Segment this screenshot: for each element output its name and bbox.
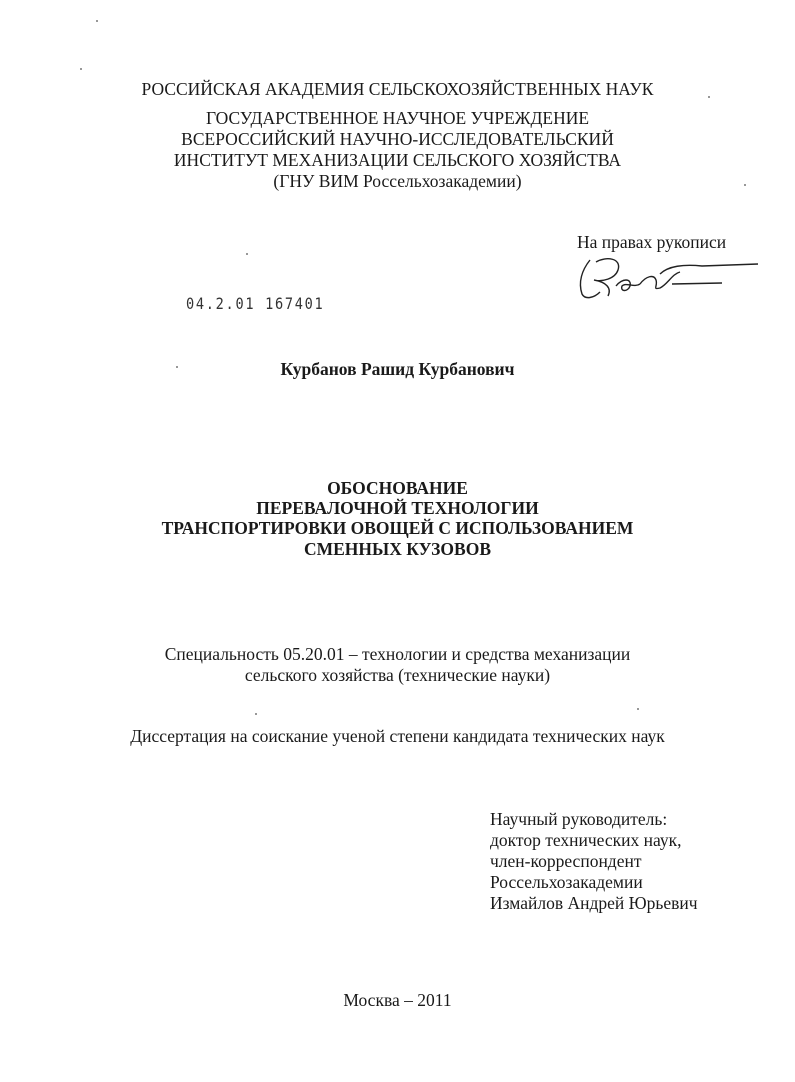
- scan-speck: [744, 184, 746, 186]
- scan-speck: [255, 713, 257, 715]
- academy-name: РОССИЙСКАЯ АКАДЕМИЯ СЕЛЬСКОХОЗЯЙСТВЕННЫХ НАУК: [141, 79, 654, 99]
- scan-speck: [176, 366, 178, 368]
- title-line-1: ОБОСНОВАНИЕ: [327, 478, 468, 498]
- supervisor-title: член-корреспондент: [490, 851, 642, 871]
- scan-speck: [708, 96, 710, 98]
- scan-speck: [637, 708, 639, 710]
- scan-speck: [246, 253, 248, 255]
- signature-image: [572, 252, 762, 304]
- institution-line-3: ИНСТИТУТ МЕХАНИЗАЦИИ СЕЛЬСКОГО ХОЗЯЙСТВА: [173, 150, 622, 170]
- author-name: Курбанов Рашид Курбанович: [280, 359, 515, 379]
- institution-abbreviation: (ГНУ ВИМ Россельхозакадемии): [273, 171, 522, 191]
- supervisor-academy: Россельхозакадемии: [490, 872, 643, 892]
- manuscript-rights-note: На правах рукописи: [577, 232, 727, 252]
- specialty-line-1: Специальность 05.20.01 – технологии и средства механизации: [164, 644, 631, 664]
- dissertation-note: Диссертация на соискание ученой степени кандидата технических наук: [130, 726, 665, 746]
- scan-speck: [96, 20, 98, 22]
- supervisor-degree: доктор технических наук,: [490, 830, 682, 850]
- supervisor-label: Научный руководитель:: [490, 809, 668, 829]
- place-and-year: Москва – 2011: [343, 990, 452, 1010]
- title-line-4: СМЕННЫХ КУЗОВОВ: [303, 539, 491, 559]
- specialty-line-2: сельского хозяйства (технические науки): [244, 665, 551, 685]
- supervisor-name: Измайлов Андрей Юрьевич: [490, 893, 698, 913]
- institution-line-2: ВСЕРОССИЙСКИЙ НАУЧНО-ИССЛЕДОВАТЕЛЬСКИЙ: [181, 129, 614, 149]
- title-line-2: ПЕРЕВАЛОЧНОЙ ТЕХНОЛОГИИ: [256, 498, 539, 518]
- title-line-3: ТРАНСПОРТИРОВКИ ОВОЩЕЙ С ИСПОЛЬЗОВАНИЕМ: [161, 518, 634, 538]
- scan-speck: [80, 68, 82, 70]
- institution-line-1: ГОСУДАРСТВЕННОЕ НАУЧНОЕ УЧРЕЖДЕНИЕ: [205, 108, 590, 128]
- registration-number: 04.2.01 167401: [186, 294, 325, 313]
